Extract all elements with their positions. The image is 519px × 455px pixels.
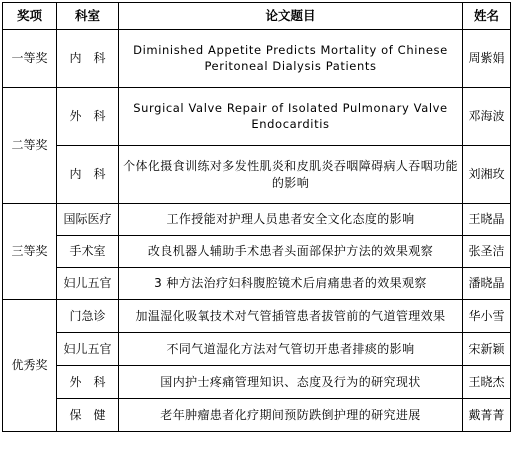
- department-cell: 外 科: [57, 88, 119, 146]
- paper-title-cell: 工作授能对护理人员患者安全文化态度的影响: [119, 204, 463, 236]
- table-row: [3, 366, 511, 399]
- header-name: 姓名: [463, 3, 511, 30]
- table-row: [3, 236, 511, 268]
- award-cell: 优秀奖: [3, 300, 57, 432]
- department-cell: 外 科: [57, 366, 119, 399]
- table-row: [3, 268, 511, 300]
- author-name-cell: 华小雪: [463, 300, 511, 333]
- award-cell: 一等奖: [3, 30, 57, 88]
- department-cell: 妇儿五官: [57, 268, 119, 300]
- author-name-cell: 宋新颖: [463, 333, 511, 366]
- author-name-cell: 周紫娟: [463, 30, 511, 88]
- paper-title-cell: 加温湿化吸氧技术对气管插管患者拔管前的气道管理效果: [119, 300, 463, 333]
- award-cell: 二等奖: [3, 88, 57, 204]
- paper-title-cell: Diminished Appetite Predicts Mortality of Chinese Peritoneal Dialysis Patients: [119, 30, 463, 88]
- table-row: [3, 333, 511, 366]
- table-row: [3, 300, 511, 333]
- paper-title-cell: 3 种方法治疗妇科腹腔镜术后肩痛患者的效果观察: [119, 268, 463, 300]
- paper-title-cell: 老年肿瘤患者化疗期间预防跌倒护理的研究进展: [119, 399, 463, 432]
- table-row: [3, 30, 511, 88]
- department-cell: 内 科: [57, 146, 119, 204]
- header-title: 论文题目: [119, 3, 463, 30]
- author-name-cell: 戴菁菁: [463, 399, 511, 432]
- department-cell: 妇儿五官: [57, 333, 119, 366]
- header-award: 奖项: [3, 3, 57, 30]
- author-name-cell: 张圣洁: [463, 236, 511, 268]
- table-row: [3, 146, 511, 204]
- author-name-cell: 王晓杰: [463, 366, 511, 399]
- award-cell: 三等奖: [3, 204, 57, 300]
- department-cell: 国际医疗: [57, 204, 119, 236]
- department-cell: 手术室: [57, 236, 119, 268]
- table-row: [3, 204, 511, 236]
- table-row: [3, 88, 511, 146]
- award-table: [2, 2, 511, 432]
- paper-title-cell: Surgical Valve Repair of Isolated Pulmonary Valve Endocarditis: [119, 88, 463, 146]
- department-cell: 门急诊: [57, 300, 119, 333]
- department-cell: 保 健: [57, 399, 119, 432]
- header-department: 科室: [57, 3, 119, 30]
- paper-title-cell: 国内护士疼痛管理知识、态度及行为的研究现状: [119, 366, 463, 399]
- author-name-cell: 邓海波: [463, 88, 511, 146]
- department-cell: 内 科: [57, 30, 119, 88]
- author-name-cell: 刘湘玫: [463, 146, 511, 204]
- paper-title-cell: 个体化摄食训练对多发性肌炎和皮肌炎吞咽障碍病人吞咽功能的影响: [119, 146, 463, 204]
- header-row: [3, 3, 511, 30]
- table-row: [3, 399, 511, 432]
- author-name-cell: 王晓晶: [463, 204, 511, 236]
- author-name-cell: 潘晓晶: [463, 268, 511, 300]
- paper-title-cell: 改良机器人辅助手术患者头面部保护方法的效果观察: [119, 236, 463, 268]
- paper-title-cell: 不同气道湿化方法对气管切开患者排痰的影响: [119, 333, 463, 366]
